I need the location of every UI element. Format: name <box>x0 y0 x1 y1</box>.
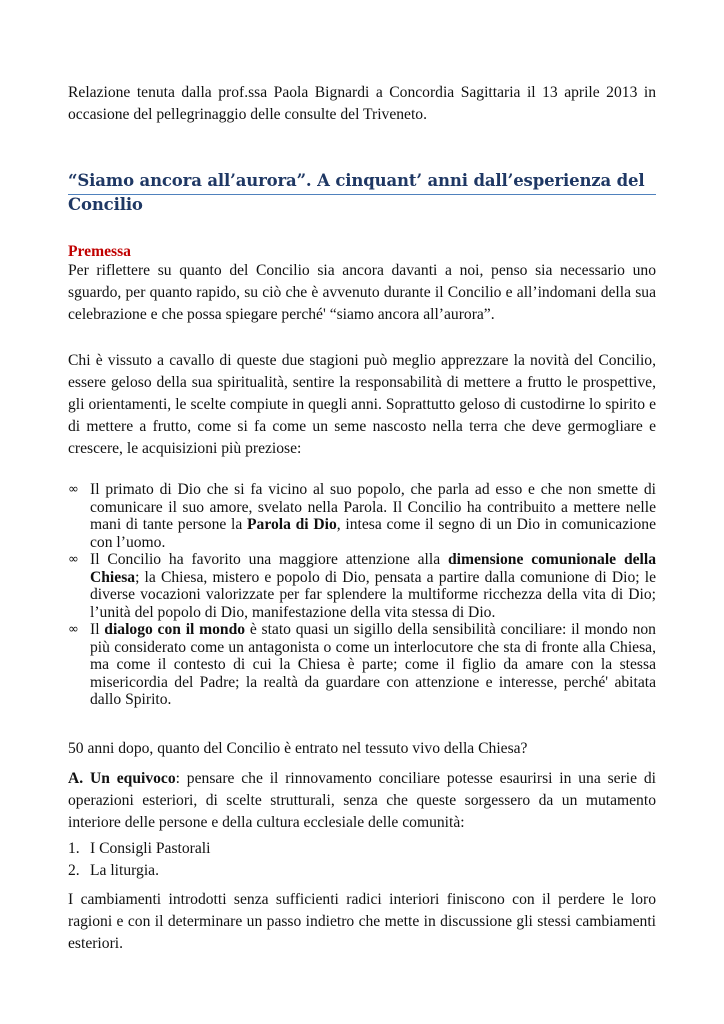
list-item-text: Il primato di Dio che si fa vicino al suo popolo, che parla ad esso e che non smette di comunicare il suo amore, svelato nella Parola. Il Concilio ha contribuito a mettere nelle mani di tante persone la <box>90 481 656 533</box>
list-item <box>68 621 656 709</box>
infinity-bullet-icon: ∞ <box>68 482 79 497</box>
list-item-bold: dialogo con il mondo <box>104 621 246 638</box>
list-item <box>68 481 656 551</box>
section-heading-premessa: Premessa <box>68 243 131 260</box>
list-item-text: Il Concilio ha favorito una maggiore attenzione alla <box>90 551 448 568</box>
premessa-paragraph-2: Chi è vissuto a cavallo di queste due stagioni può meglio apprezzare la novità del Concilio, essere geloso della sua spiritualità, sentire la responsabilità di mettere a frutto le prospettive, gli orientamenti, le scelte compiute in quegli anni. Soprattutto geloso di custodirne lo spirito e di mettere a frutto, come si fa come un seme nascosto nella terra che deve germogliare e crescere, le acquisizioni più preziose: <box>68 352 656 457</box>
numbered-list <box>68 838 656 882</box>
equivoco-paragraph <box>68 768 656 834</box>
list-item-text: La liturgia. <box>90 862 159 879</box>
list-item <box>68 551 656 621</box>
list-item-bold: dimensione comunionale della Chiesa <box>90 551 656 586</box>
closing-paragraph: I cambiamenti introdotti senza sufficienti radici interiori finiscono con il perdere le loro ragioni e con il determinare un passo indietro che mette in discussione gli stessi cambiamenti esteriori. <box>68 891 656 952</box>
infinity-bullet-icon: ∞ <box>68 622 79 637</box>
equivoco-text: : pensare che il rinnovamento conciliare potesse esaurirsi in una serie di operazioni esteriori, di scelte strutturali, senza che queste sorgessero da un mutamento interiore delle persone e della cultura ecclesiale delle comunità: <box>68 770 656 831</box>
list-item-text: Il <box>90 621 105 638</box>
equivoco-label: A. Un equivoco <box>68 770 176 787</box>
list-item-text: I Consigli Pastorali <box>90 840 211 857</box>
premessa-paragraph-1: Per riflettere su quanto del Concilio sia ancora davanti a noi, penso sia necessario uno sguardo, per quanto rapido, su ciò che è avvenuto durante il Concilio e all’indomani della sua celebrazione e che possa spiegare perché' “siamo ancora all’aurora”. <box>68 262 656 323</box>
list-item <box>68 860 656 882</box>
infinity-bullet-icon: ∞ <box>68 552 79 567</box>
list-item-text: è stato quasi un sigillo della sensibilità conciliare: il mondo non più considerato come un antagonista o come un interlocutore che sta di fronte alla Chiesa, ma come il contesto di cui la Chiesa è parte; come il figlio da amare con la stessa misericordia del Padre; la realtà da guardare con attenzione e interesse, perché' abitata dallo Spirito. <box>90 621 656 708</box>
list-number: 1. <box>68 840 80 857</box>
list-item <box>68 838 656 860</box>
list-item-bold: Parola di Dio <box>247 516 337 533</box>
document-title: “Siamo ancora all’aurora”. A cinquant’ anni dall’esperienza del Concilio <box>68 171 645 214</box>
title-underline <box>68 194 656 195</box>
list-number: 2. <box>68 862 80 879</box>
intro-paragraph: Relazione tenuta dalla prof.ssa Paola Bignardi a Concordia Sagittaria il 13 aprile 2013 in occasione del pellegrinaggio delle consulte del Triveneto. <box>68 84 656 123</box>
acquisitions-list <box>68 481 656 709</box>
list-item-text: ; la Chiesa, mistero e popolo di Dio, pensata a partire dalla comunione di Dio; le diverse vocazioni valorizzate per far splendere la multiforme ricchezza della vita di Dio; l’unità del popolo di Dio, manifestazione della vita stessa di Dio. <box>90 568 656 621</box>
list-item-text: , intesa come il segno di un Dio in comunicazione con l’uomo. <box>90 516 656 551</box>
question-paragraph: 50 anni dopo, quanto del Concilio è entrato nel tessuto vivo della Chiesa? <box>68 740 528 757</box>
